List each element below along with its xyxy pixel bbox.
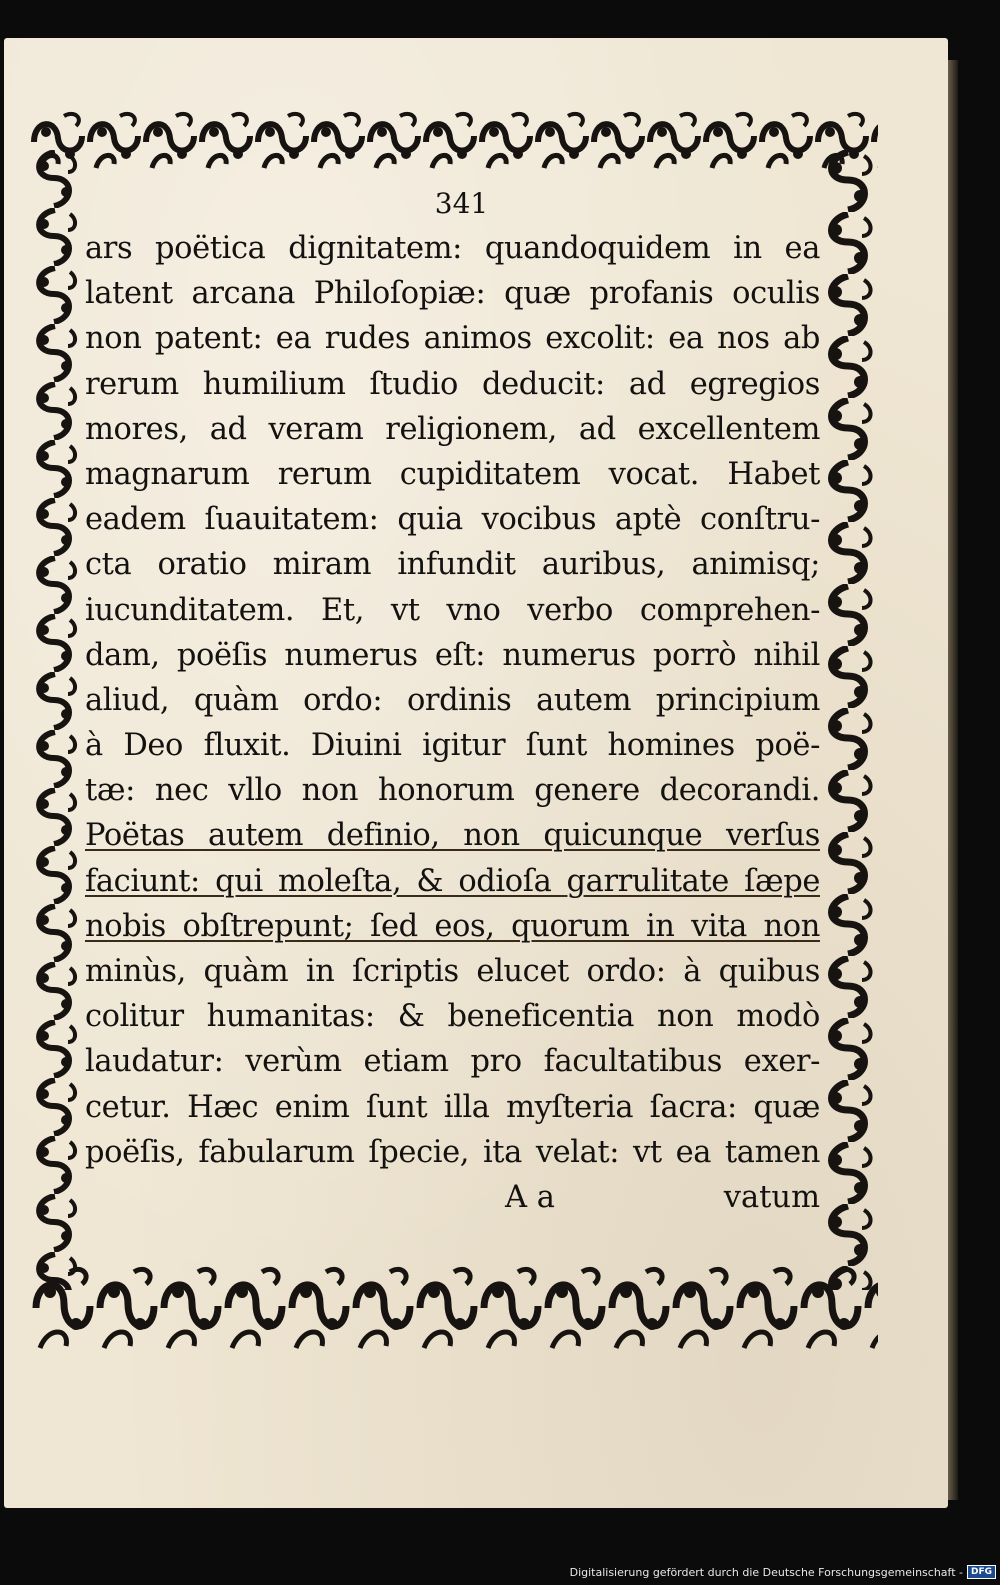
page-footer-line	[85, 1175, 820, 1220]
text-line: aliud, quàm ordo: ordinis autem principium	[85, 682, 820, 718]
text-line: poëſis, fabularum ſpecie, ita velat: vt ea tamen	[85, 1134, 820, 1170]
text-line: cta oratio miram infundit auribus, animisq;	[85, 547, 820, 583]
dfg-logo: DFG	[967, 1565, 996, 1579]
signature-mark: A a	[505, 1179, 555, 1215]
text-line: dam, poëſis numerus eſt: numerus porrò nihil	[85, 637, 820, 673]
ornamental-border-right	[818, 150, 878, 1290]
catchword: vatum	[723, 1179, 820, 1215]
page-edge-shadow	[948, 60, 958, 1500]
text-line-underlined: faciunt: qui moleſta, & odioſa garrulitate ſæpe	[85, 863, 820, 899]
text-line: colitur humanitas: & beneficentia non modò	[85, 999, 820, 1035]
text-line: rerum humilium ſtudio deducit: ad egregios	[85, 366, 820, 402]
text-line: tæ: nec vllo non honorum genere decorandi.	[85, 773, 820, 809]
text-line: magnarum rerum cupiditatem vocat. Habet	[85, 456, 820, 492]
page-text-block	[85, 182, 820, 1220]
text-line: latent arcana Philoſopiæ: quæ profanis oculis	[85, 276, 820, 312]
text-line: à Deo fluxit. Diuini igitur ſunt homines poë-	[85, 728, 820, 764]
ornamental-border-left	[30, 150, 80, 1290]
text-line-underlined: Poëtas autem definio, non quicunque verſus	[85, 818, 820, 854]
text-line: cetur. Hæc enim ſunt illa myſteria ſacra: quæ	[85, 1089, 820, 1125]
ornamental-border-bottom	[30, 1262, 878, 1356]
text-line: laudatur: verùm etiam pro facultatibus exer-	[85, 1044, 820, 1080]
text-line: minùs, quàm in ſcriptis elucet ordo: à quibus	[85, 954, 820, 989]
text-line: mores, ad veram religionem, ad excellentem	[85, 411, 820, 447]
text-line: eadem ſuauitatem: quia vocibus aptè conſtru-	[85, 502, 820, 538]
text-line: ars poëtica dignitatem: quandoquidem in ea	[85, 231, 820, 266]
text-line: iucunditatem. Et, vt vno verbo comprehen-	[85, 592, 820, 628]
ornamental-border-top	[30, 108, 878, 176]
text-line-underlined: nobis obſtrepunt; ſed eos, quorum in vita non	[85, 908, 820, 944]
digitization-credit	[570, 1565, 996, 1579]
text-line: non patent: ea rudes animos excolit: ea nos ab	[85, 321, 820, 357]
credit-text: Digitalisierung gefördert durch die Deutsche Forschungsgemeinschaft -	[569, 1565, 963, 1579]
page-number: 341	[434, 187, 489, 220]
